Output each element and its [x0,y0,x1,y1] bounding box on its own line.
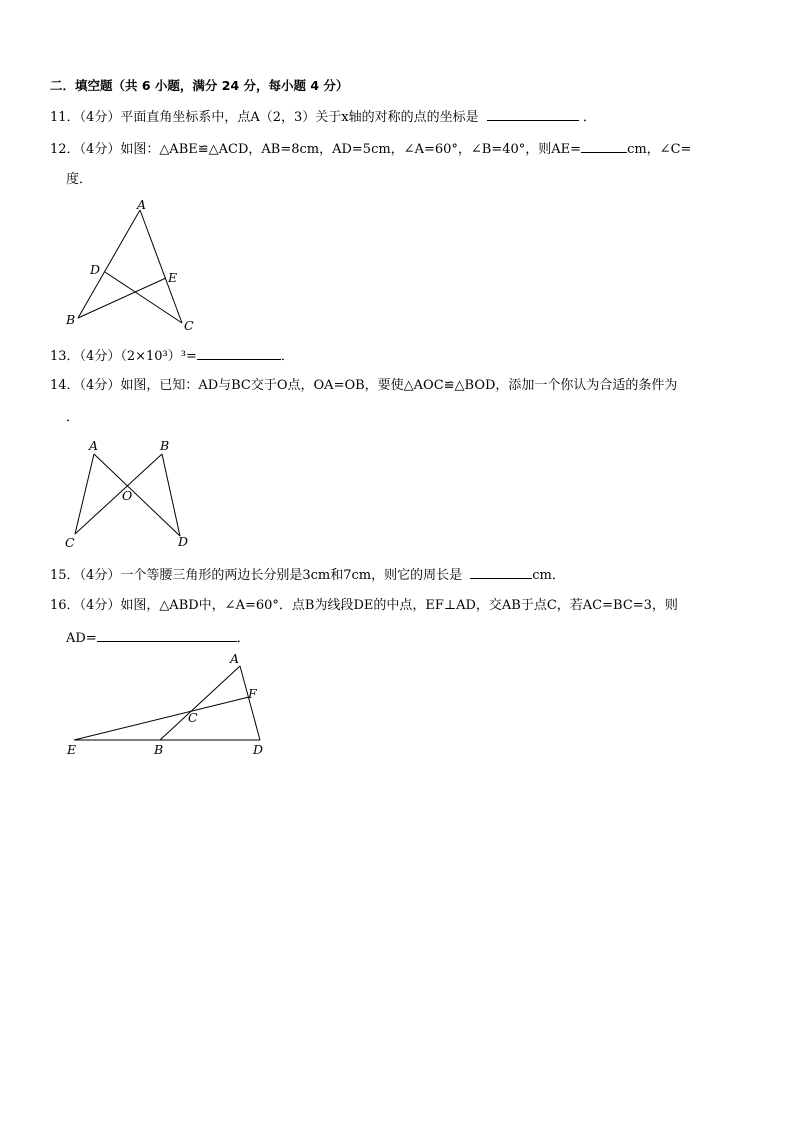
label-c: C [65,535,75,550]
label-e: E [67,742,77,757]
label-b: B [160,438,170,453]
label-c: C [184,318,194,333]
segment-ef [74,697,249,740]
answer-blank-13[interactable] [197,347,281,360]
question-16-line2 [66,629,250,647]
figure-q14 [60,436,200,552]
label-b: B [66,312,76,327]
question-12 [50,140,691,158]
question-12-text-a: 12．（4分）如图：△ABE≌△ACD，AB=8cm，AD=5cm，∠A=60°，∠B=40°，则AE= [50,142,582,157]
question-15-tail: cm． [532,568,565,583]
label-a: A [89,438,99,453]
label-o: O [122,488,133,503]
section-title: 二．填空题（共 6 小题，满分 24 分，每小题 4 分） [50,78,349,93]
label-e: E [168,270,178,285]
question-15-text: 15．（4分）一个等腰三角形的两边长分别是3cm和7cm，则它的周长是 [50,568,463,583]
segment-be [78,278,166,318]
question-11 [50,108,596,126]
question-11-tail: ． [582,110,596,125]
question-13-text: 13．（4分）（2×10³）³= [50,349,197,364]
label-f: F [248,686,257,701]
question-13-tail: ． [280,349,294,364]
question-14: 14．（4分）如图，已知：AD与BC交于O点，OA=OB，要使△AOC≌△BOD，添加一个你认为合适的条件为 [50,378,678,393]
segment-ac [140,210,182,323]
label-c: C [188,710,198,725]
segment-ab [78,210,140,318]
label-b: B [154,742,164,757]
label-d: D [90,262,101,277]
question-12-text-b: cm，∠C= [627,142,692,157]
question-13 [50,347,294,365]
figure-q12 [60,198,210,338]
label-a: A [137,197,147,212]
label-d: D [253,742,264,757]
segment-bc [75,454,162,534]
question-11-text: 11．（4分）平面直角坐标系中，点A（2，3）关于x轴的对称的点的坐标是 [50,110,479,125]
segment-ad [94,454,180,536]
segment-bd [162,454,180,536]
answer-blank-16[interactable] [97,629,237,642]
question-16: 16．（4分）如图，△ABD中，∠A=60°．点B为线段DE的中点，EF⊥AD，交AB于点C，若AC=BC=3，则 [50,598,678,613]
figure-q16 [60,648,280,760]
segment-ac [75,454,94,534]
question-14-line2: ． [66,410,80,425]
answer-blank-11[interactable] [487,108,579,121]
question-16-tail: ． [236,631,250,646]
answer-blank-15[interactable] [470,566,532,579]
label-d: D [178,534,189,549]
label-a: A [230,651,240,666]
segment-ad [240,666,260,740]
question-16-line2-prefix: AD= [66,631,97,646]
segment-ab [160,666,240,740]
question-12-line2: 度． [66,172,93,187]
question-15 [50,566,565,584]
answer-blank-12a[interactable] [581,140,627,153]
